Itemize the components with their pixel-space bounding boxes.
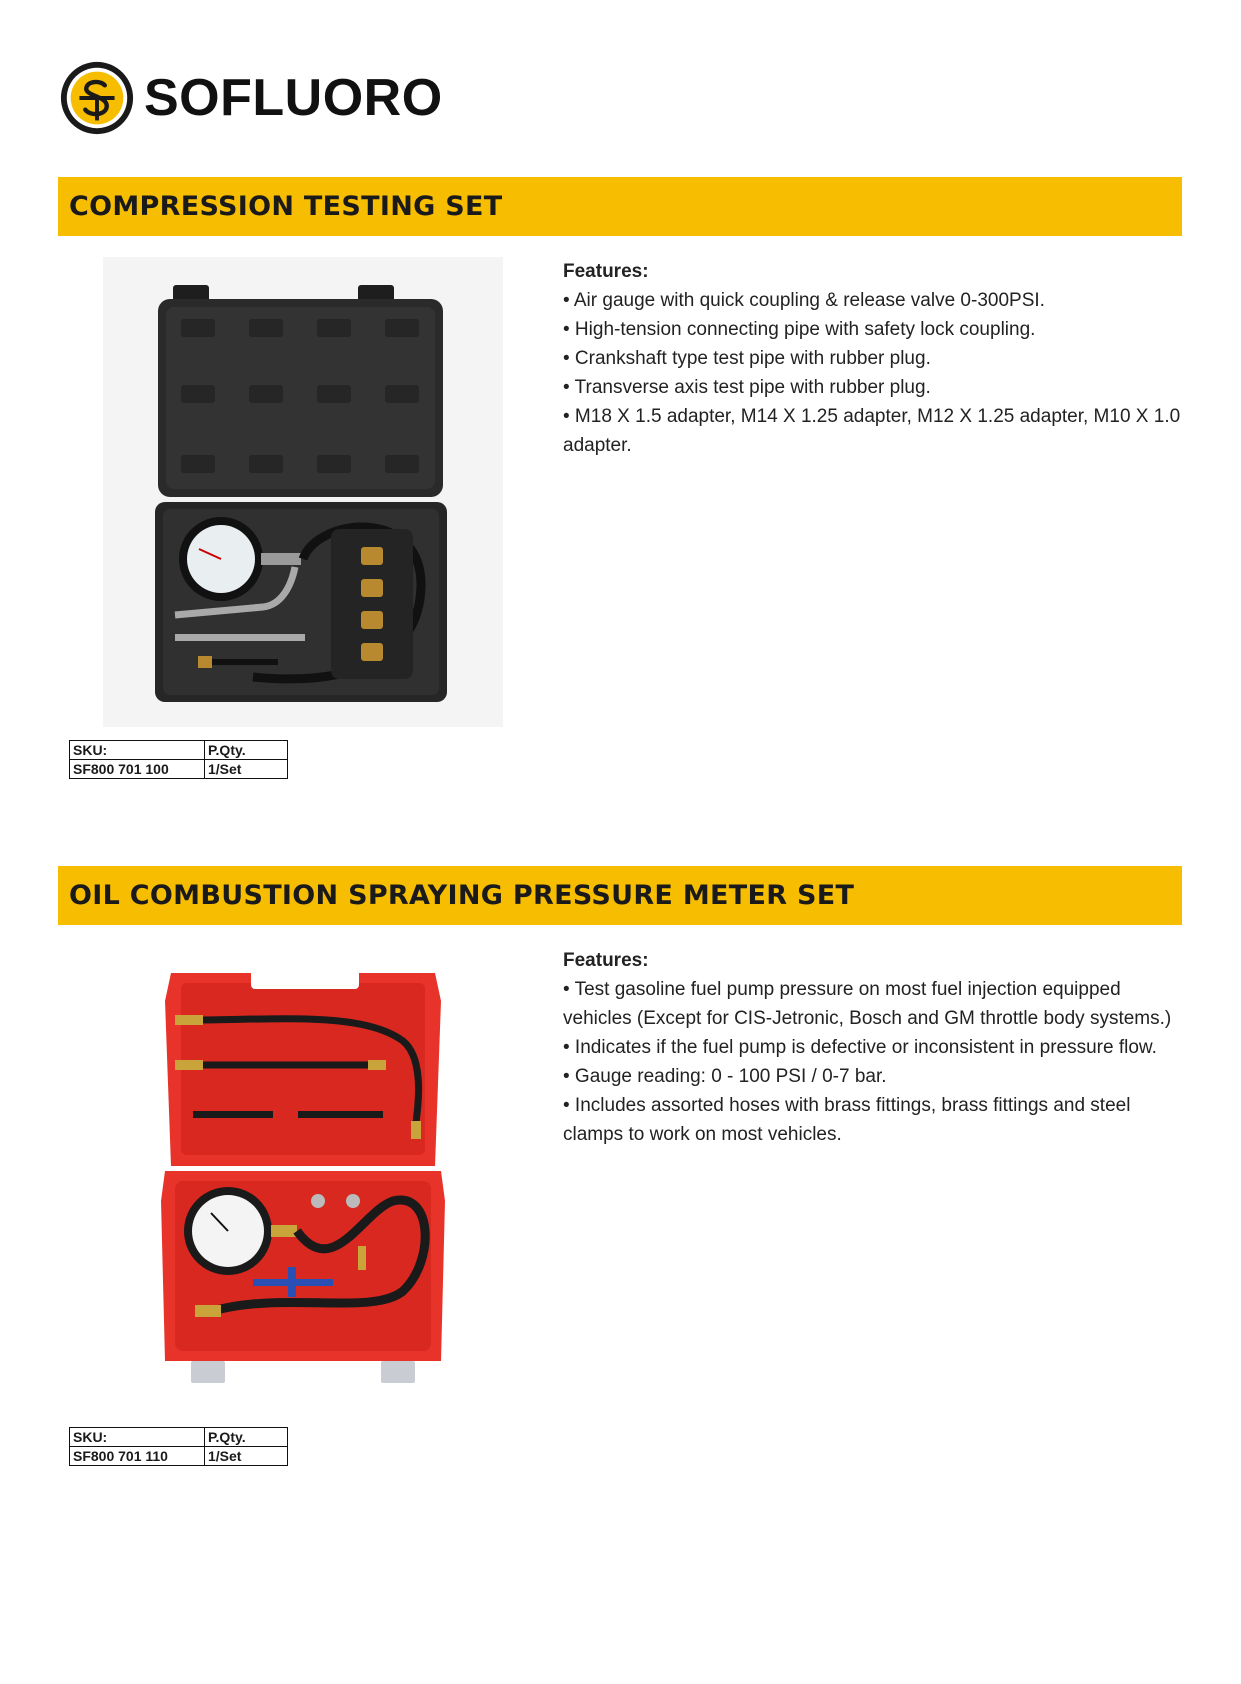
feature-item: • Test gasoline fuel pump pressure on most fuel injection equipped vehicles (Except for CIS-Jetronic, Bosch and GM throttle body systems.): [563, 979, 1172, 1029]
feature-item: • Crankshaft type test pipe with rubber plug.: [563, 348, 931, 369]
sku-table: [69, 740, 288, 779]
section-banner: [58, 866, 1182, 925]
qty-value: 1/Set: [205, 1447, 288, 1466]
product-section-fuel-pressure: [58, 866, 1182, 1486]
qty-header: P.Qty.: [205, 1428, 288, 1447]
sku-value: SF800 701 110: [70, 1447, 205, 1466]
sku-header: SKU:: [70, 741, 205, 760]
section-title: OIL COMBUSTION SPRAYING PRESSURE METER SET: [69, 880, 855, 911]
qty-value: 1/Set: [205, 760, 288, 779]
brand-logo: [58, 58, 443, 138]
feature-item: • Air gauge with quick coupling & release valve 0-300PSI.: [563, 290, 1045, 311]
features-block: [563, 946, 1183, 1149]
product-section-compression: [58, 177, 1182, 797]
table-row: [70, 741, 288, 760]
feature-item: • Includes assorted hoses with brass fittings, brass fittings and steel clamps to work on most vehicles.: [563, 1095, 1131, 1145]
table-row: [70, 1447, 288, 1466]
sofluoro-logo-icon: [58, 59, 136, 137]
features-block: [563, 257, 1183, 460]
qty-header: P.Qty.: [205, 741, 288, 760]
brand-name: SOFLUORO: [144, 69, 443, 127]
features-heading: Features:: [563, 261, 649, 282]
sku-table: [69, 1427, 288, 1466]
fuel-pressure-tester-kit-photo: [153, 961, 453, 1393]
compression-testing-kit-photo: [103, 257, 503, 727]
table-row: [70, 760, 288, 779]
sku-header: SKU:: [70, 1428, 205, 1447]
section-banner: [58, 177, 1182, 236]
feature-item: • Gauge reading: 0 - 100 PSI / 0-7 bar.: [563, 1066, 887, 1087]
feature-item: • M18 X 1.5 adapter, M14 X 1.25 adapter, M12 X 1.25 adapter, M10 X 1.0 adapter.: [563, 406, 1181, 456]
table-row: [70, 1428, 288, 1447]
section-title: COMPRESSION TESTING SET: [69, 191, 503, 222]
feature-item: • Indicates if the fuel pump is defective or inconsistent in pressure flow.: [563, 1037, 1157, 1058]
features-heading: Features:: [563, 950, 649, 971]
feature-item: • High-tension connecting pipe with safety lock coupling.: [563, 319, 1036, 340]
sku-value: SF800 701 100: [70, 760, 205, 779]
feature-item: • Transverse axis test pipe with rubber plug.: [563, 377, 931, 398]
